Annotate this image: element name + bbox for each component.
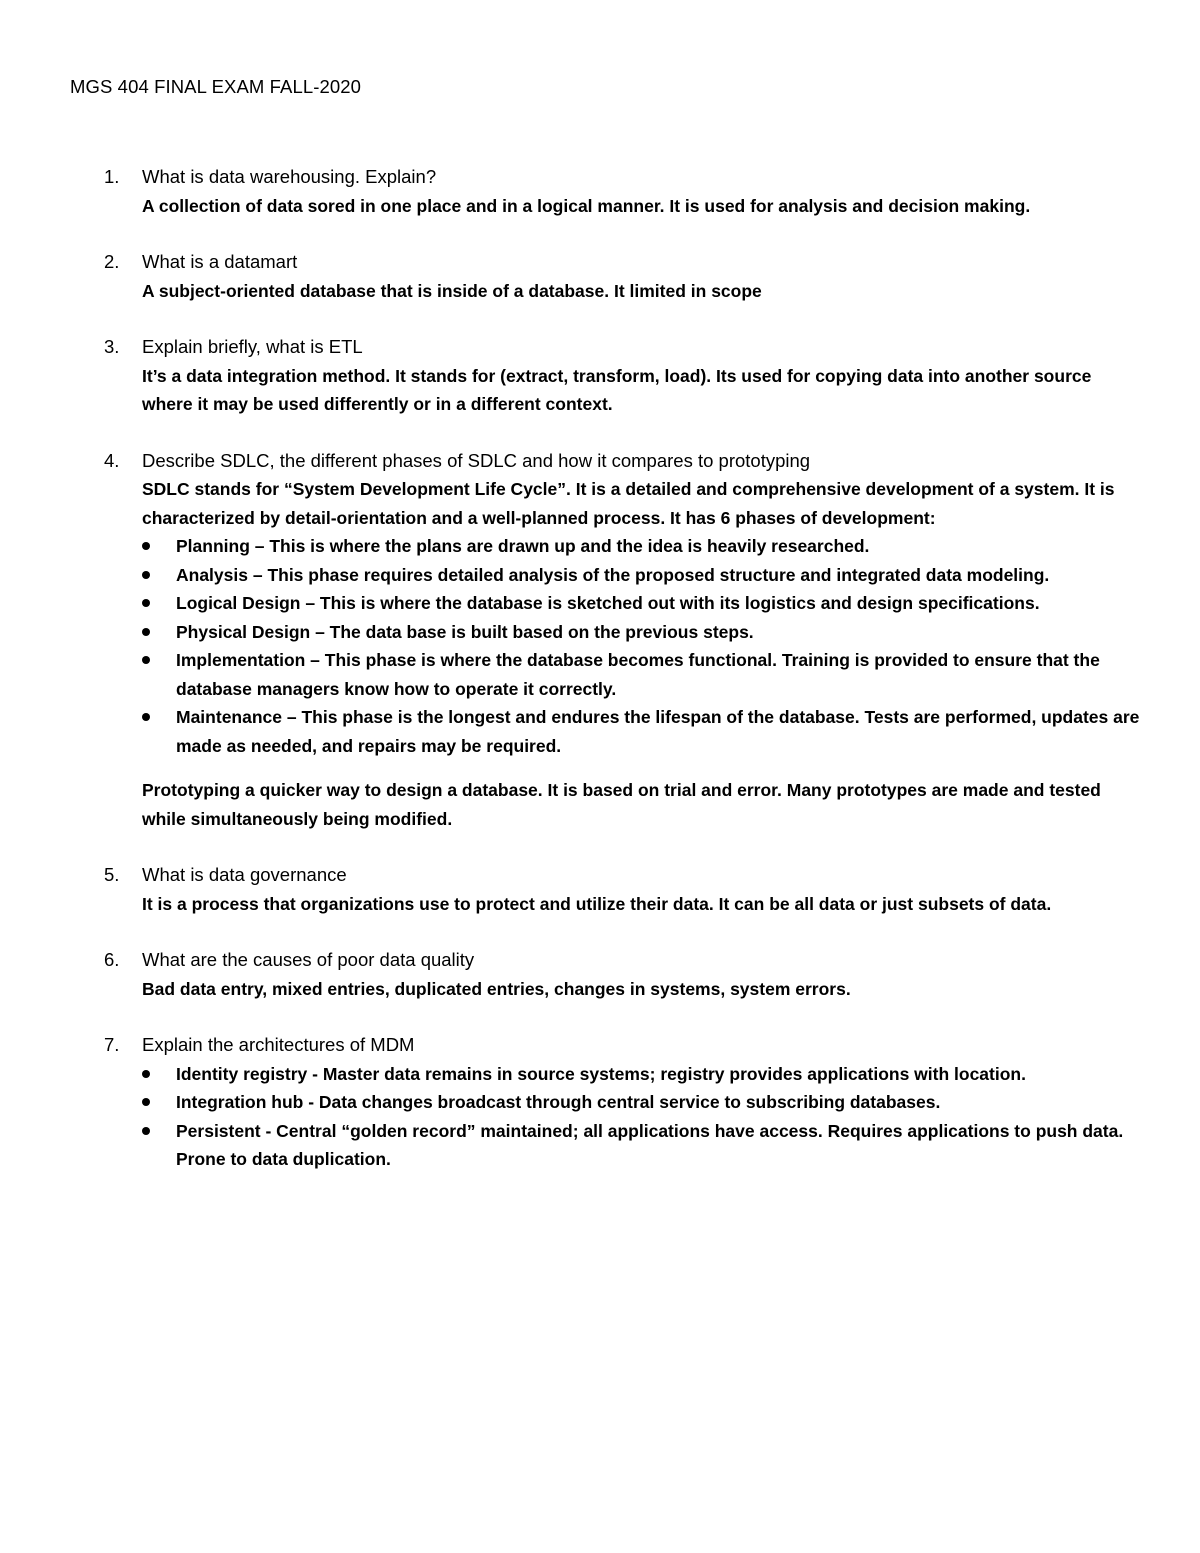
question-number: 5. — [104, 864, 120, 885]
list-item — [142, 618, 1140, 647]
bullet-icon — [142, 542, 150, 550]
question-item-1 — [0, 163, 1200, 220]
bullet-text: Physical Design – The data base is built based on the previous steps. — [176, 621, 754, 642]
bullet-icon — [142, 1070, 150, 1078]
bullet-text: Implementation – This phase is where the database becomes functional. Training is provided to ensure that the database managers know how to operate it correctly. — [176, 650, 1100, 699]
bullet-icon — [142, 1098, 150, 1106]
answer-text: SDLC stands for “System Development Life Cycle”. It is a detailed and comprehensive development of a system. It is characterized by detail-orientation and a well-planned process. It has 6 phases of development: — [142, 479, 1115, 528]
answer-text: It’s a data integration method. It stands for (extract, transform, load). Its used for copying data into another source where it may be used differently or in a different context. — [142, 365, 1092, 414]
question-number: 2. — [104, 251, 120, 272]
question-number: 4. — [104, 449, 120, 471]
question-item-3 — [0, 333, 1200, 419]
sdlc-phase-list — [142, 532, 1140, 760]
question-item-7 — [0, 1031, 1200, 1174]
list-item — [142, 1060, 1140, 1089]
question-number: 6. — [104, 949, 120, 970]
bullet-icon — [142, 599, 150, 607]
list-item — [142, 703, 1140, 760]
list-item — [142, 532, 1140, 561]
document-header: MGS 404 FINAL EXAM FALL-2020 — [70, 76, 362, 97]
question-number: 1. — [104, 166, 120, 187]
answer-text: Bad data entry, mixed entries, duplicated entries, changes in systems, system errors. — [142, 978, 851, 999]
question-text: Explain briefly, what is ETL — [142, 336, 363, 357]
list-item — [142, 1117, 1140, 1174]
question-text: What is a datamart — [142, 251, 298, 272]
bullet-text: Analysis – This phase requires detailed analysis of the proposed structure and integrated data modeling. — [176, 564, 1050, 585]
bullet-text: Identity registry - Master data remains in source systems; registry provides applications with location. — [176, 1063, 1026, 1084]
bullet-text: Maintenance – This phase is the longest and endures the lifespan of the database. Tests are performed, updates are made as needed, and repairs may be required. — [176, 707, 1140, 756]
answer-text: A collection of data sored in one place and in a logical manner. It is used for analysis and decision making. — [142, 195, 1031, 216]
bullet-icon — [142, 1127, 150, 1135]
bullet-icon — [142, 713, 150, 721]
prototyping-paragraph: Prototyping a quicker way to design a database. It is based on trial and error. Many prototypes are made and tested while simultaneously being modified. — [142, 780, 1101, 829]
list-item — [142, 561, 1140, 590]
question-list — [0, 163, 1200, 1202]
mdm-architecture-list — [142, 1060, 1140, 1174]
question-text: Describe SDLC, the different phases of SDLC and how it compares to prototyping — [142, 449, 811, 471]
answer-text: A subject-oriented database that is inside of a database. It limited in scope — [142, 280, 762, 301]
bullet-icon — [142, 656, 150, 664]
question-text: What is data warehousing. Explain? — [142, 166, 437, 187]
bullet-text: Planning – This is where the plans are drawn up and the idea is heavily researched. — [176, 536, 870, 556]
list-item — [142, 589, 1140, 618]
question-number: 7. — [104, 1034, 120, 1055]
question-item-5 — [0, 861, 1200, 918]
paragraph-spacer — [142, 760, 1140, 776]
question-number: 3. — [104, 336, 120, 357]
list-item — [142, 646, 1140, 703]
bullet-text: Persistent - Central “golden record” maintained; all applications have access. Requires applications to push data. Prone to data duplication. — [176, 1120, 1124, 1169]
bullet-icon — [142, 628, 150, 636]
answer-text: It is a process that organizations use to protect and utilize their data. It can be all data or just subsets of data. — [142, 893, 1052, 914]
list-item — [142, 1088, 1140, 1117]
question-item-4 — [0, 447, 1200, 834]
bullet-text: Integration hub - Data changes broadcast through central service to subscribing databases. — [176, 1092, 941, 1112]
question-text: Explain the architectures of MDM — [142, 1034, 415, 1055]
bullet-text: Logical Design – This is where the database is sketched out with its logistics and design specifications. — [176, 593, 1040, 613]
bullet-icon — [142, 571, 150, 579]
question-item-6 — [0, 946, 1200, 1003]
question-text: What are the causes of poor data quality — [142, 949, 475, 970]
question-item-2 — [0, 248, 1200, 305]
question-text: What is data governance — [142, 864, 347, 885]
